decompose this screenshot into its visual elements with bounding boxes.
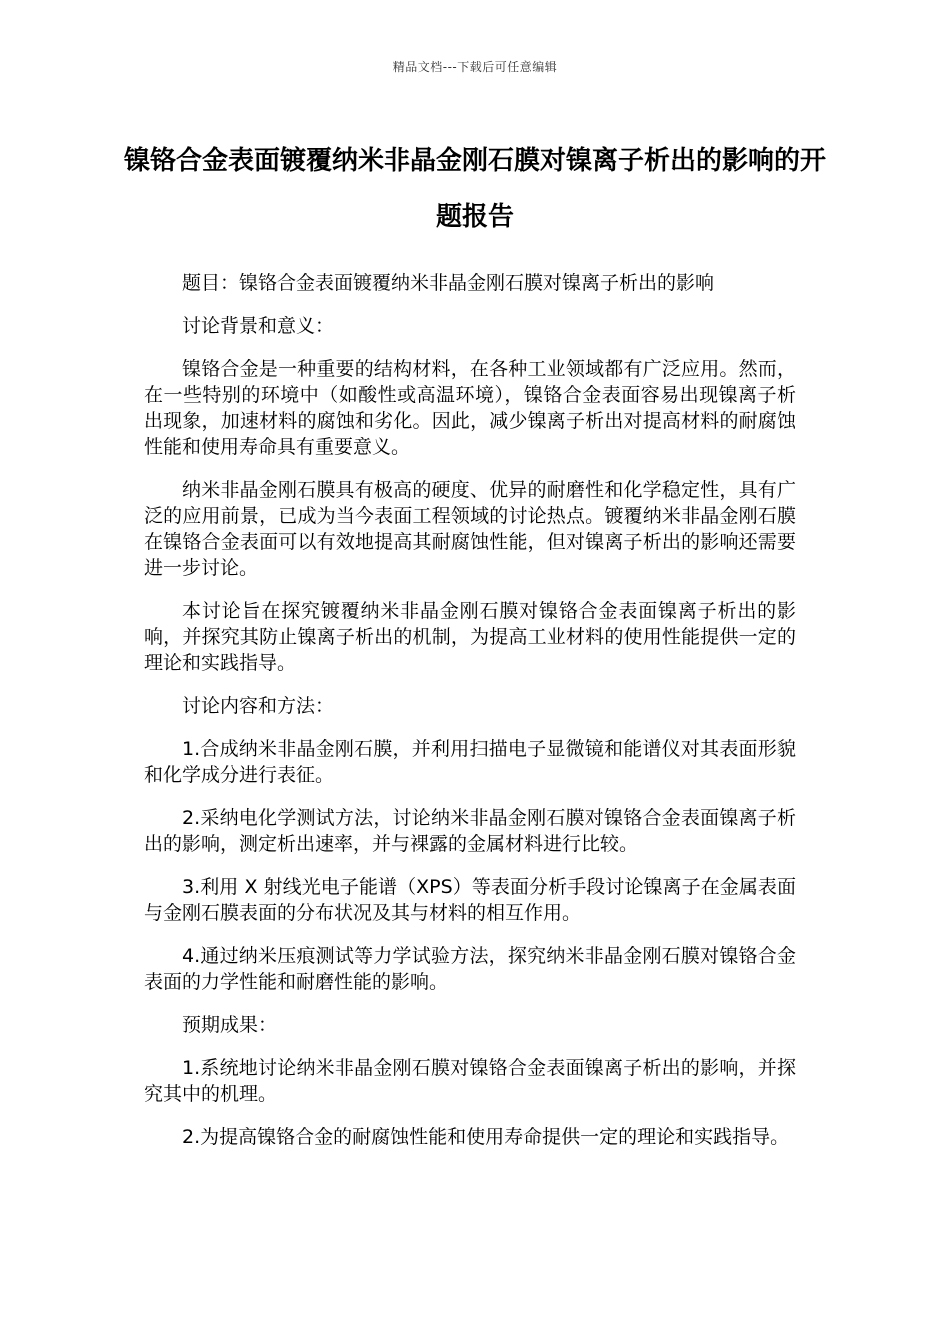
method-item-4: 4.通过纳米压痕测试等力学试验方法，探究纳米非晶金刚石膜对镍铬合金表面的力学性能和耐磨性能的影响。 — [144, 945, 796, 993]
header-note: 精品文档---下载后可任意编辑 — [392, 60, 558, 74]
result-item-1: 1.系统地讨论纳米非晶金刚石膜对镍铬合金表面镍离子析出的影响，并探究其中的机理。 — [144, 1057, 796, 1105]
heading-expected-results: 预期成果： — [182, 1014, 278, 1036]
heading-methods: 讨论内容和方法： — [182, 695, 335, 717]
paragraph-topic: 题目：镍铬合金表面镀覆纳米非晶金刚石膜对镍离子析出的影响 — [182, 272, 715, 294]
document-title: 镍铬合金表面镀覆纳米非晶金刚石膜对镍离子析出的影响的开题报告 — [123, 146, 826, 232]
method-item-2: 2.采纳电化学测试方法，讨论纳米非晶金刚石膜对镍铬合金表面镍离子析出的影响，测定析出速率，并与裸露的金属材料进行比较。 — [144, 807, 796, 855]
paragraph-background-2: 纳米非晶金刚石膜具有极高的硬度、优异的耐磨性和化学稳定性，具有广泛的应用前景，已成为当今表面工程领域的讨论热点。镀覆纳米非晶金刚石膜在镍铬合金表面可以有效地提高其耐腐蚀性能，但对镍离子析出的影响还需要进一步讨论。 — [144, 479, 796, 579]
heading-background: 讨论背景和意义： — [182, 315, 335, 337]
paragraph-background-1: 镍铬合金是一种重要的结构材料，在各种工业领域都有广泛应用。然而，在一些特别的环境中（如酸性或高温环境），镍铬合金表面容易出现镍离子析出现象，加速材料的腐蚀和劣化。因此，减少镍离子析出对提高材料的耐腐蚀性能和使用寿命具有重要意义。 — [144, 358, 796, 458]
document-body — [144, 270, 796, 1167]
result-item-2: 2.为提高镍铬合金的耐腐蚀性能和使用寿命提供一定的理论和实践指导。 — [182, 1126, 790, 1148]
method-item-3: 3.利用 X 射线光电子能谱（XPS）等表面分析手段讨论镍离子在金属表面与金刚石膜表面的分布状况及其与材料的相互作用。 — [144, 876, 796, 924]
paragraph-background-3: 本讨论旨在探究镀覆纳米非晶金刚石膜对镍铬合金表面镍离子析出的影响，并探究其防止镍离子析出的机制，为提高工业材料的使用性能提供一定的理论和实践指导。 — [144, 600, 796, 674]
method-item-1: 1.合成纳米非晶金刚石膜，并利用扫描电子显微镜和能谱仪对其表面形貌和化学成分进行表征。 — [144, 738, 796, 786]
